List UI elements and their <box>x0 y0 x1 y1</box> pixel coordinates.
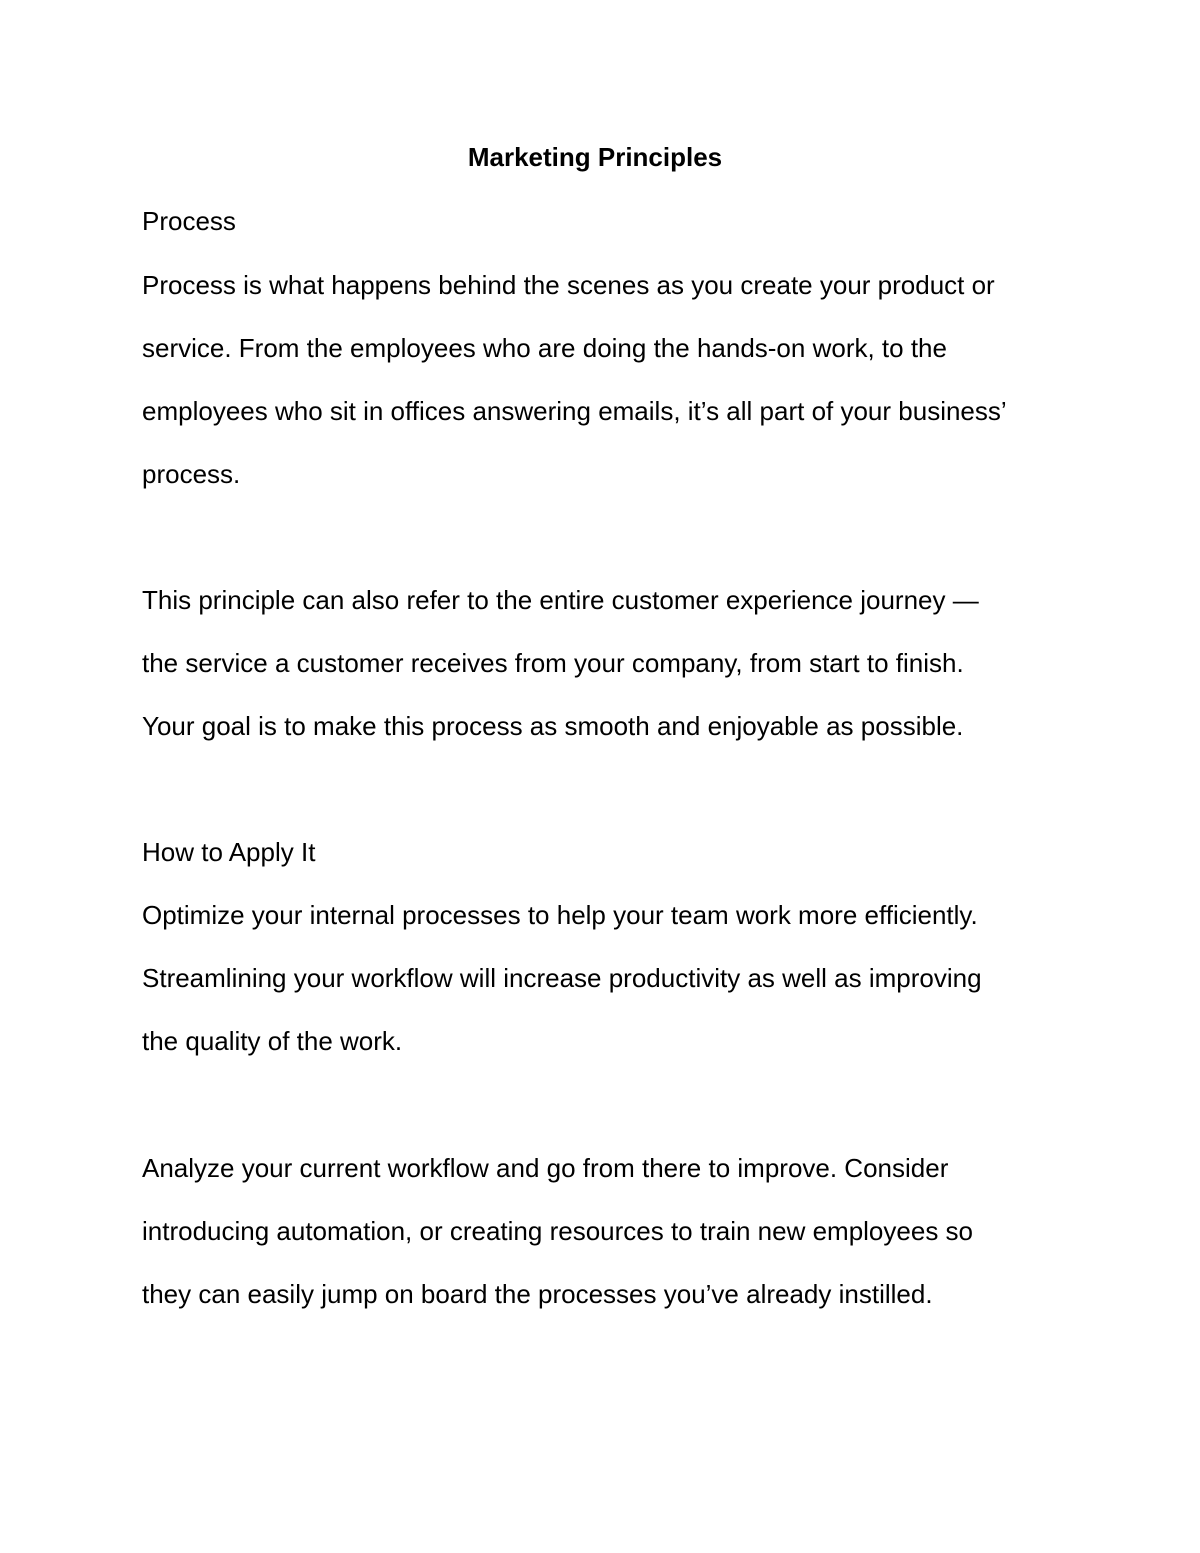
paragraph-line: the service a customer receives from your company, from start to finish. <box>142 648 964 678</box>
paragraph-line: Streamlining your workflow will increase productivity as well as improving <box>142 963 982 993</box>
paragraph-line: Process is what happens behind the scenes as you create your product or <box>142 270 995 300</box>
document-title: Marketing Principles <box>467 142 723 172</box>
paragraph-line: This principle can also refer to the entire customer experience journey — <box>142 585 979 615</box>
paragraph-line: employees who sit in offices answering emails, it’s all part of your business’ <box>142 396 1007 426</box>
paragraph-line: process. <box>142 459 241 489</box>
paragraph-line: introducing automation, or creating resources to train new employees so <box>142 1216 973 1246</box>
paragraph-line: Analyze your current workflow and go from there to improve. Consider <box>142 1153 949 1183</box>
paragraph-line: Your goal is to make this process as smooth and enjoyable as possible. <box>142 711 964 741</box>
paragraph-line: the quality of the work. <box>142 1026 403 1056</box>
section-heading: Process <box>142 206 236 236</box>
subheading: How to Apply It <box>142 837 316 867</box>
paragraph-line: they can easily jump on board the processes you’ve already instilled. <box>142 1279 933 1309</box>
paragraph-line: service. From the employees who are doing the hands-on work, to the <box>142 333 947 363</box>
paragraph-line: Optimize your internal processes to help your team work more efficiently. <box>142 900 978 930</box>
